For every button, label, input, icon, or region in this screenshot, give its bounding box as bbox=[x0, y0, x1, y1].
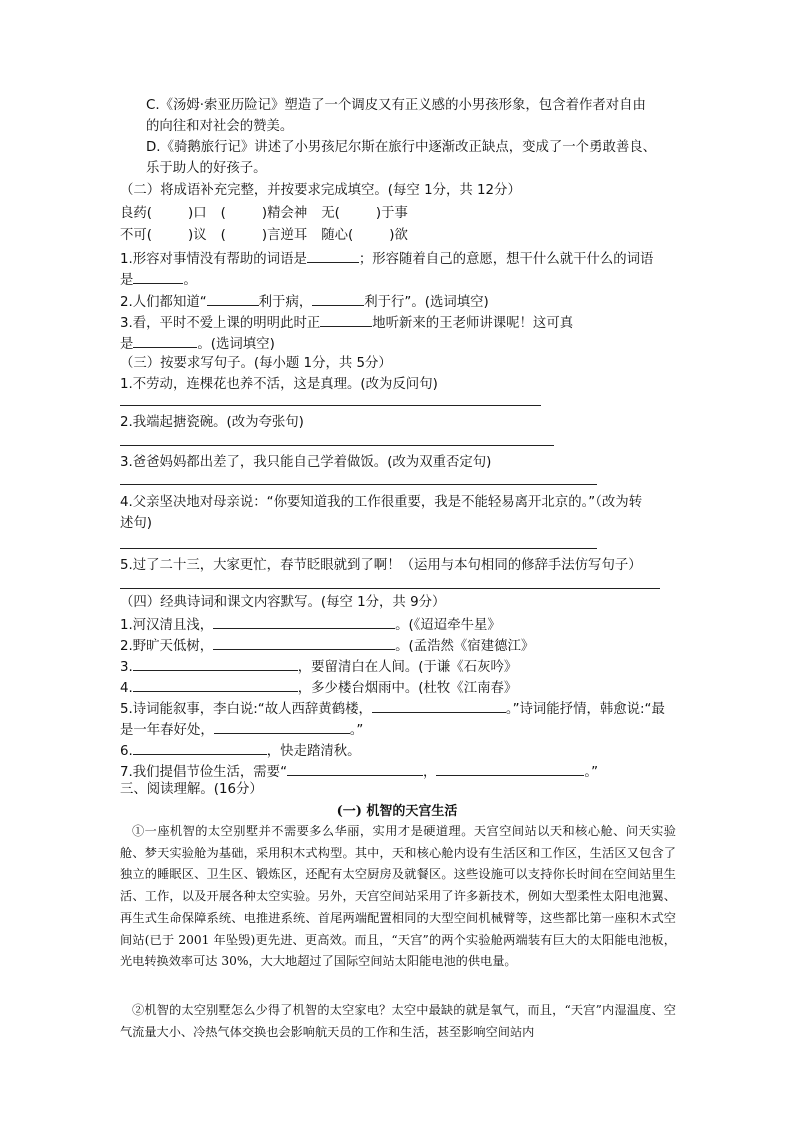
part3-q1: 1.不劳动，连棵花也养不活，这是真理。(改为反问句) bbox=[120, 377, 438, 392]
idiom-3-a: 无( bbox=[321, 206, 340, 221]
part4-q7-text-b: ， bbox=[423, 765, 437, 780]
answer-line[interactable] bbox=[120, 484, 597, 485]
passage-paragraph-1: ①一座机智的太空别墅并不需要多么华丽，实用才是硬道理。天宫空间站以天和核心舱、问天实验舱、梦天实验舱为基础，采用积木式构型。其中，天和核心舱内设有生活区和工作区，生活区又包含了独立的睡眠区、卫生区、锻炼区，还配有太空厨房及就餐区。这些设施可以支持你长时间在空间站里生活、工作，以及开展各种太空实验。另外，天宫空间站采用了许多新技术，例如大型柔性太阳电池翼、再生式生命保障系统、电推进系统、首尾两端配置相同的大型空间机械臂等，这些都比第一座积木式空间站(已于 2001 年坠毁)更先进、更高效。而且，“天宫”的两个实验舱两端装有巨大的太阳能电池板，光电转换效率可达 30%，大大地超过了国际空间站太阳能电池的供电量。 bbox=[120, 824, 676, 969]
idiom-6-a: 随心( bbox=[321, 228, 354, 243]
part5-heading: 三、阅读理解。(16分） bbox=[120, 782, 263, 797]
part2-q2-text-c: 利于行”。(选词填空) bbox=[364, 295, 489, 310]
part4-q1-text-a: 1.河汉清且浅， bbox=[120, 618, 214, 633]
answer-blank[interactable] bbox=[133, 678, 298, 692]
answer-blank[interactable] bbox=[307, 249, 359, 263]
part2-q1-text-a: 1.形容对事情没有帮助的词语是 bbox=[120, 252, 307, 267]
part4-q3-text-b: ，要留清白在人间。(于谦《石灰吟》 bbox=[297, 660, 518, 675]
answer-blank[interactable] bbox=[213, 615, 395, 629]
option-c-line2: 的向往和对社会的赞美。 bbox=[146, 119, 294, 134]
part2-q2-text-b: 利于病， bbox=[258, 295, 313, 310]
passage-title: (一) 机智的天宫生活 bbox=[336, 804, 458, 819]
answer-line[interactable] bbox=[120, 445, 554, 446]
part4-q2-text-b: 。(孟浩然《宿建德江》 bbox=[395, 639, 535, 654]
idiom-5-a: ( bbox=[220, 228, 226, 243]
idiom-4-a: 不可( bbox=[120, 228, 153, 243]
part4-q1 bbox=[120, 615, 501, 635]
part3-q2: 2.我端起搪瓷碗。(改为夸张句) bbox=[120, 415, 304, 430]
answer-blank[interactable] bbox=[213, 636, 395, 650]
answer-line[interactable] bbox=[120, 548, 597, 549]
idiom-row-1 bbox=[120, 205, 408, 223]
part2-q2 bbox=[120, 292, 489, 312]
part4-q3-text-a: 3. bbox=[120, 660, 133, 675]
idiom-4-b: )议 bbox=[188, 228, 207, 243]
answer-blank[interactable] bbox=[133, 334, 197, 348]
part4-q5-line2 bbox=[120, 720, 363, 740]
part4-q5-text-c: 是一年春好处， bbox=[120, 723, 214, 738]
option-c-line1: C.《汤姆·索亚历险记》塑造了一个调皮又有正义感的小男孩形象，包含着作者对自由 bbox=[146, 98, 646, 113]
part4-q4 bbox=[120, 678, 517, 698]
answer-blank[interactable] bbox=[312, 292, 364, 306]
answer-line[interactable] bbox=[120, 588, 660, 589]
passage-paragraph-2: ②机智的太空别墅怎么少得了机智的太空家电？太空中最缺的就是氧气，而且，“天宫”内湿温度、空气流量大小、冷热气体交换也会影响航天员的工作和生活，甚至影响空间站内 bbox=[120, 1003, 676, 1039]
part4-q6-text-a: 6. bbox=[120, 744, 133, 759]
part2-q1-line1 bbox=[120, 249, 653, 269]
part4-q6-text-b: ，快走踏清秋。 bbox=[266, 744, 361, 759]
answer-blank[interactable] bbox=[214, 720, 350, 734]
part2-q3-line1 bbox=[120, 313, 573, 333]
idiom-1-a: 良药( bbox=[120, 206, 153, 221]
answer-blank[interactable] bbox=[436, 762, 584, 776]
idiom-3-b: )于事 bbox=[375, 206, 408, 221]
part4-heading: （四）经典诗词和课文内容默写。(每空 1分，共 9分） bbox=[120, 595, 446, 610]
part4-q2 bbox=[120, 636, 534, 656]
idiom-1-b: )口 bbox=[188, 206, 207, 221]
idiom-2-a: ( bbox=[220, 206, 226, 221]
part4-q5-text-d: 。” bbox=[349, 723, 364, 738]
part4-q3 bbox=[120, 657, 517, 677]
part4-q4-text-a: 4. bbox=[120, 681, 133, 696]
answer-blank[interactable] bbox=[133, 741, 267, 755]
idiom-row-2 bbox=[120, 227, 408, 245]
part4-q7-text-c: 。” bbox=[584, 765, 599, 780]
option-d-line2: 乐于助人的好孩子。 bbox=[146, 161, 267, 176]
part2-q1-text-c: 是 bbox=[120, 273, 134, 288]
part4-q6 bbox=[120, 741, 361, 761]
answer-blank[interactable] bbox=[320, 313, 372, 327]
part4-q4-text-b: ，多少楼台烟雨中。(杜牧《江南春》 bbox=[297, 681, 518, 696]
option-d-line1: D.《骑鹅旅行记》讲述了小男孩尼尔斯在旅行中逐渐改正缺点，变成了一个勇敢善良、 bbox=[146, 140, 657, 155]
part3-q4-line1: 4.父亲坚决地对母亲说：“你要知道我的工作很重要，我是不能轻易离开北京的。”（改为转 bbox=[120, 495, 643, 510]
answer-line[interactable] bbox=[120, 405, 541, 406]
answer-blank[interactable] bbox=[372, 699, 506, 713]
part2-q2-text-a: 2.人们都知道“ bbox=[120, 295, 207, 310]
part4-q5-text-b: 。”诗词能抒情，韩愈说:“最 bbox=[505, 702, 665, 717]
part4-q5-text-a: 5.诗词能叙事，李白说:“故人西辞黄鹤楼， bbox=[120, 702, 372, 717]
idiom-2-b: )精会神 bbox=[261, 206, 308, 221]
part2-q3-text-c: 是 bbox=[120, 337, 134, 352]
answer-blank[interactable] bbox=[133, 270, 183, 284]
part4-q2-text-a: 2.野旷天低树， bbox=[120, 639, 214, 654]
part4-q1-text-b: 。(《迢迢牵牛星》 bbox=[395, 618, 501, 633]
answer-blank[interactable] bbox=[287, 762, 423, 776]
answer-blank[interactable] bbox=[207, 292, 259, 306]
answer-blank[interactable] bbox=[133, 657, 298, 671]
idiom-6-b: )欲 bbox=[389, 228, 408, 243]
part2-q1-line2 bbox=[120, 270, 197, 290]
part4-q7 bbox=[120, 762, 598, 782]
part2-q1-text-d: 。 bbox=[183, 273, 197, 288]
part4-q7-text-a: 7.我们提倡节俭生活，需要“ bbox=[120, 765, 288, 780]
part2-q3-line2 bbox=[120, 334, 275, 354]
part3-q4-line2: 述句) bbox=[120, 516, 153, 531]
idiom-5-b: )言逆耳 bbox=[261, 228, 308, 243]
part3-heading: （三）按要求写句子。(每小题 1分，共 5分） bbox=[120, 356, 392, 371]
part2-heading: （二）将成语补充完整，并按要求完成填空。(每空 1分，共 12分） bbox=[120, 183, 521, 198]
part2-q3-text-a: 3.看，平时不爱上课的明明此时正 bbox=[120, 316, 321, 331]
part4-q5-line1 bbox=[120, 699, 665, 719]
part2-q1-text-b: ；形容随着自己的意愿，想干什么就干什么的词语 bbox=[358, 252, 654, 267]
part3-q3: 3.爸爸妈妈都出差了，我只能自己学着做饭。(改为双重否定句) bbox=[120, 455, 492, 470]
part2-q3-text-d: 。(选词填空) bbox=[197, 337, 275, 352]
part3-q5: 5.过了二十三，大家更忙，春节眨眼就到了啊！（运用与本句相同的修辞手法仿写句子） bbox=[120, 558, 642, 573]
part2-q3-text-b: 地听新来的王老师讲课呢！这可真 bbox=[372, 316, 574, 331]
